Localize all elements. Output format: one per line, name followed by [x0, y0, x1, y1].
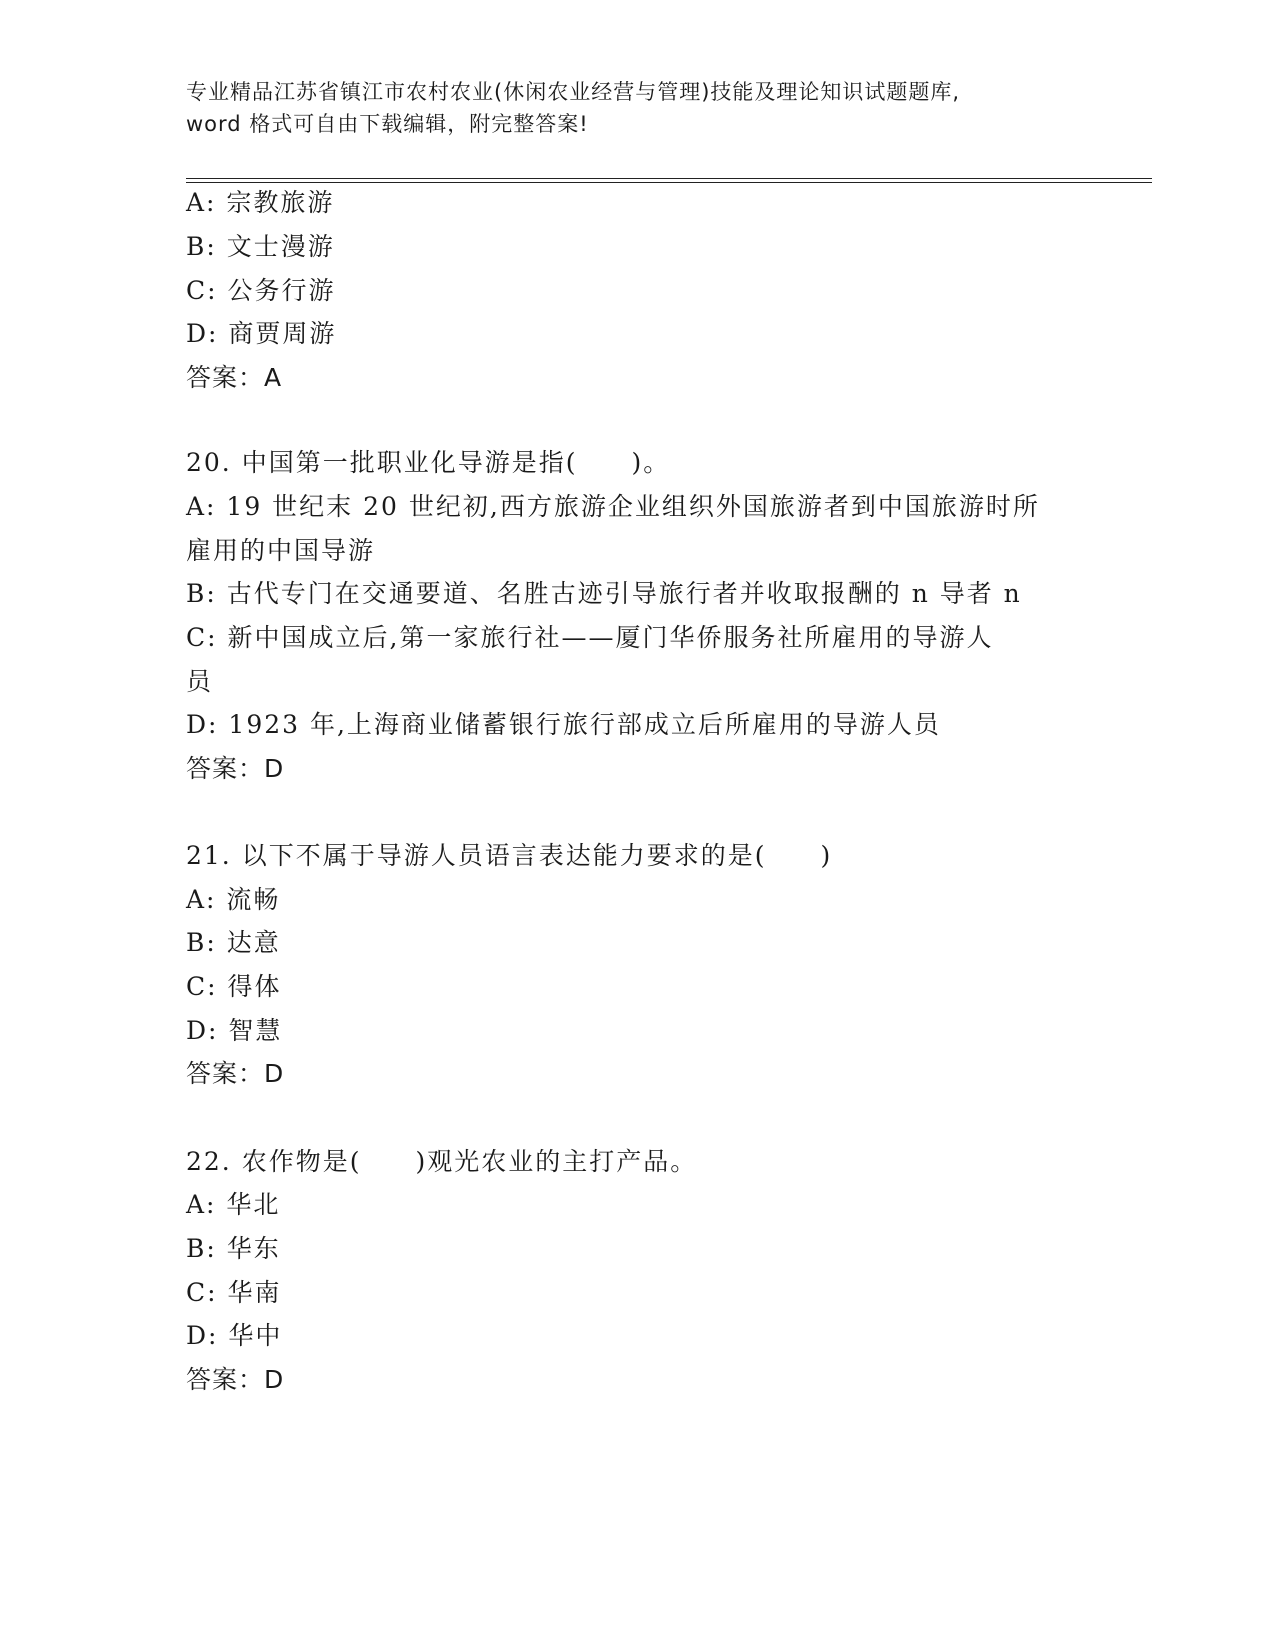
header-title-line-2: word 格式可自由下载编辑，附完整答案!: [186, 112, 589, 136]
q21-option-d: D: 智慧: [186, 1016, 283, 1045]
q20-option-d: D: 1923 年,上海商业储蓄银行旅行部成立后所雇用的导游人员: [186, 710, 941, 739]
q21-option-b: B: 达意: [186, 928, 281, 957]
q20-answer: 答案：D: [186, 754, 285, 783]
q22-option-c: C: 华南: [186, 1278, 282, 1307]
prev-option-b: B: 文士漫游: [186, 232, 335, 261]
q21-option-a: A: 流畅: [186, 885, 281, 914]
prev-option-c: C: 公务行游: [186, 276, 336, 305]
prev-option-a: A: 宗教旅游: [186, 188, 335, 217]
q20-option-a-line-1: A: 19 世纪末 20 世纪初,西方旅游企业组织外国旅游者到中国旅游时所: [186, 492, 1040, 521]
q21-stem: 21. 以下不属于导游人员语言表达能力要求的是( ): [186, 841, 833, 870]
q22-stem: 22. 农作物是( )观光农业的主打产品。: [186, 1147, 698, 1176]
q20-stem: 20. 中国第一批职业化导游是指( )。: [186, 448, 671, 477]
q21-option-c: C: 得体: [186, 972, 282, 1001]
q22-answer: 答案：D: [186, 1365, 285, 1394]
q22-option-a: A: 华北: [186, 1190, 281, 1219]
document-page: [186, 0, 1146, 1650]
q20-option-b: B: 古代专门在交通要道、名胜古迹引导旅行者并收取报酬的 n 导者 n: [186, 579, 1022, 608]
q20-option-c-line-1: C: 新中国成立后,第一家旅行社——厦门华侨服务社所雇用的导游人: [186, 623, 994, 652]
prev-option-d: D: 商贾周游: [186, 319, 337, 348]
q20-option-c-line-2: 员: [186, 667, 214, 696]
header-title-line-1: 专业精品江苏省镇江市农村农业(休闲农业经营与管理)技能及理论知识试题题库,: [186, 80, 961, 104]
prev-answer: 答案：A: [186, 363, 283, 392]
q20-option-a-line-2: 雇用的中国导游: [186, 536, 376, 565]
header-double-rule: [186, 178, 1152, 183]
q22-option-b: B: 华东: [186, 1234, 281, 1263]
q21-answer: 答案：D: [186, 1059, 285, 1088]
document-header: [186, 76, 1086, 140]
q22-option-d: D: 华中: [186, 1321, 283, 1350]
